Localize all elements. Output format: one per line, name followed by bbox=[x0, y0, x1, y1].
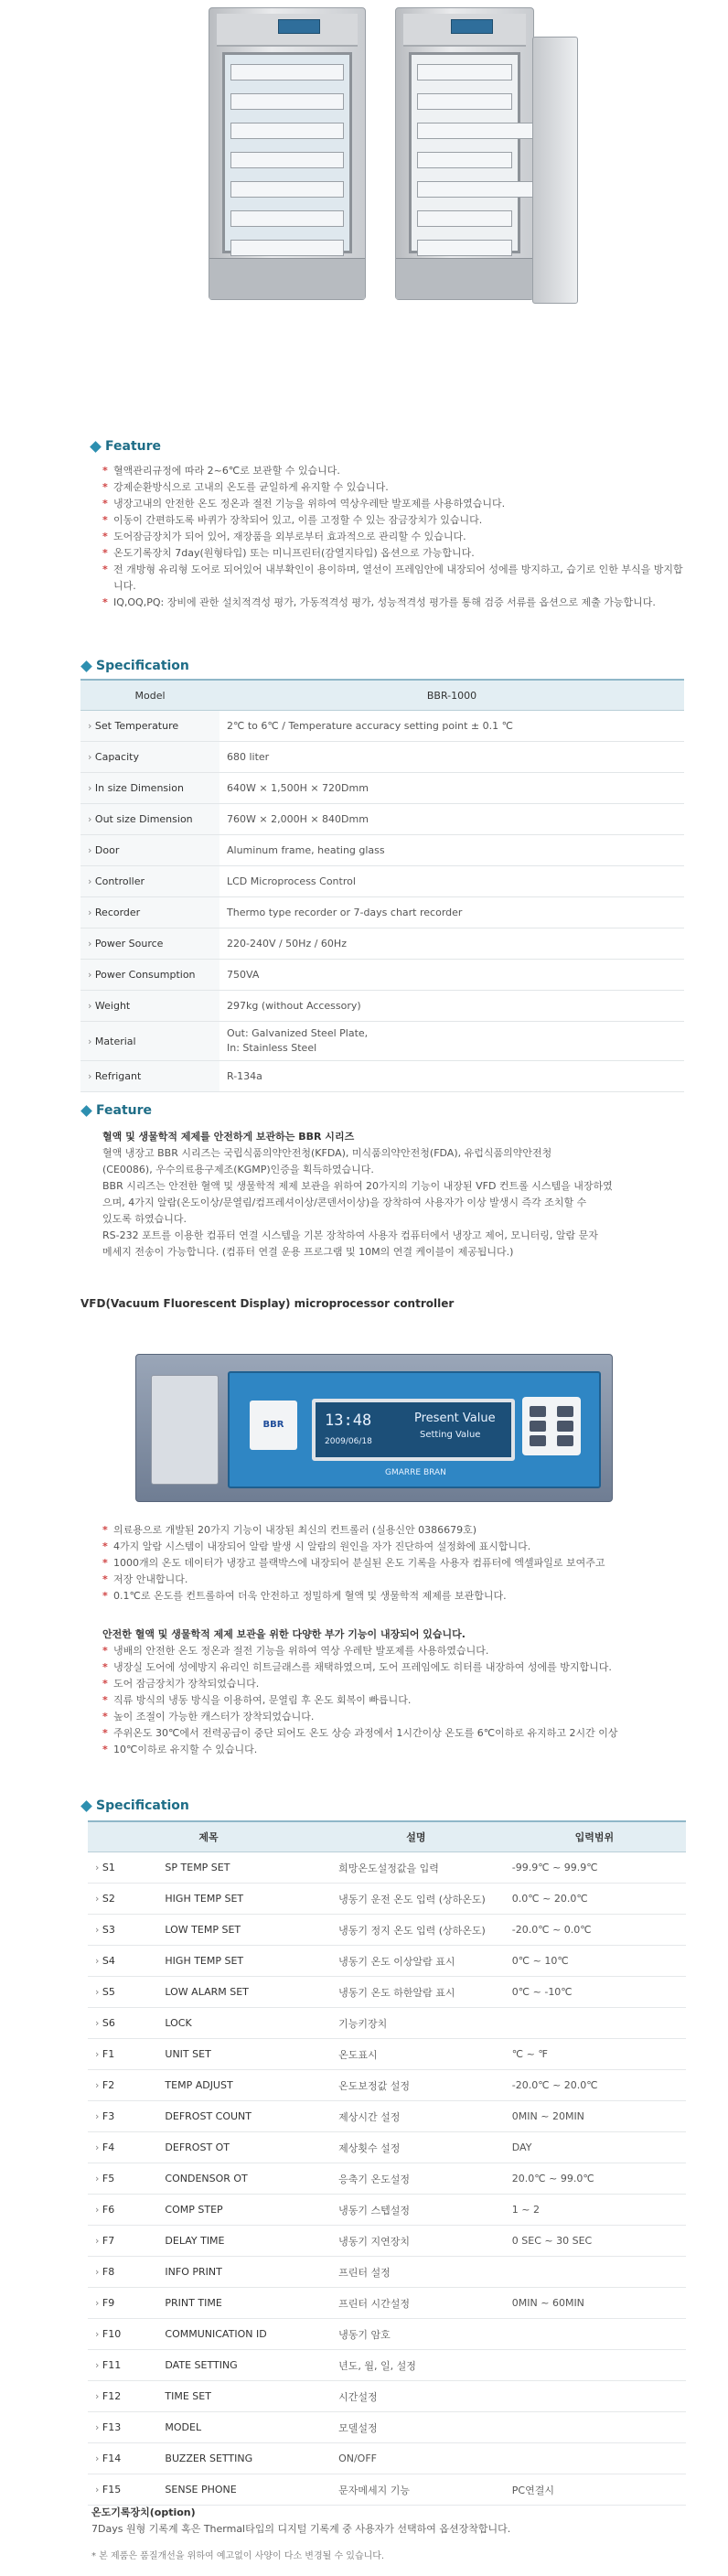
column-header-range: 입력범위 bbox=[503, 1821, 686, 1852]
spec-value: 750VA bbox=[219, 960, 684, 991]
screen-setting-value: Setting Value bbox=[420, 1430, 481, 1440]
specification-heading: Specification bbox=[82, 659, 189, 673]
code-row bbox=[88, 2008, 686, 2039]
code-name: DEFROST OT bbox=[155, 2132, 329, 2163]
spec-row bbox=[80, 804, 684, 835]
spec-row bbox=[80, 742, 684, 773]
spec-label: › Refrigant bbox=[80, 1061, 219, 1092]
code-description: ON/OFF bbox=[329, 2443, 503, 2474]
column-header-title: 제목 bbox=[88, 1821, 329, 1852]
code-id: › F15 bbox=[88, 2474, 155, 2506]
open-door-image bbox=[532, 37, 578, 304]
feature-item: * 전 개방형 유리형 도어로 되어있어 내부확인이 용이하며, 열선이 프레임안에 내장되어 성에를 방지하고, 습기로 인한 부식을 방지합니다. bbox=[102, 562, 688, 595]
code-name: LOW ALARM SET bbox=[155, 1977, 329, 2008]
code-id: › S4 bbox=[88, 1946, 155, 1977]
bbr-series-heading: 혈액 및 생물학적 제제를 안전하게 보관하는 BBR 시리즈 bbox=[102, 1131, 355, 1143]
feature-item: * 0.1℃로 온도를 컨트롤하여 더욱 안전하고 정밀하게 혈액 및 생물학적 제제를 보관합니다. bbox=[102, 1588, 697, 1605]
code-id: › F10 bbox=[88, 2319, 155, 2350]
spec-label: › Material bbox=[80, 1022, 219, 1061]
code-range: -20.0℃ ~ 20.0℃ bbox=[503, 2070, 686, 2101]
vfd-screen bbox=[312, 1399, 515, 1461]
spec-label: › In size Dimension bbox=[80, 773, 219, 804]
code-id: › F2 bbox=[88, 2070, 155, 2101]
spec-row bbox=[80, 866, 684, 897]
spec-value: Thermo type recorder or 7-days chart recorder bbox=[219, 897, 684, 928]
spec-label: › Power Consumption bbox=[80, 960, 219, 991]
code-description: 시간설정 bbox=[329, 2381, 503, 2412]
code-row bbox=[88, 2195, 686, 2226]
code-description: 냉동기 정지 온도 입력 (상하온도) bbox=[329, 1915, 503, 1946]
feature-heading: Feature bbox=[91, 439, 161, 454]
printer-unit bbox=[151, 1375, 219, 1485]
code-row bbox=[88, 2288, 686, 2319]
product-photos bbox=[0, 0, 728, 320]
code-row bbox=[88, 1915, 686, 1946]
spec-label: › Weight bbox=[80, 991, 219, 1022]
code-description: 냉동기 운전 온도 입력 (상하온도) bbox=[329, 1884, 503, 1915]
code-name: TEMP ADJUST bbox=[155, 2070, 329, 2101]
spec-row bbox=[80, 1022, 684, 1061]
feature-item: * 냉장고내의 안전한 온도 정온과 절전 기능을 위하여 역상우레탄 발포제를 사용하였습니다. bbox=[102, 496, 688, 512]
code-name: SENSE PHONE bbox=[155, 2474, 329, 2506]
feature-item: * 주위온도 30℃에서 전력공급이 중단 되어도 온도 상승 과정에서 1시간이상 온도를 6℃이하로 유지하고 2시간 이상 bbox=[102, 1725, 697, 1742]
spec-value: 220-240V / 50Hz / 60Hz bbox=[219, 928, 684, 960]
code-range bbox=[503, 2257, 686, 2288]
feature-item: * 혈액관리규정에 따라 2~6℃로 보관할 수 있습니다. bbox=[102, 463, 688, 479]
spec-value: 2℃ to 6℃ / Temperature accuracy setting point ± 0.1 ℃ bbox=[219, 711, 684, 742]
spec-label: › Door bbox=[80, 835, 219, 866]
code-description: 냉동기 온도 이상알람 표시 bbox=[329, 1946, 503, 1977]
spec-label: › Capacity bbox=[80, 742, 219, 773]
code-range: 0MIN ~ 20MIN bbox=[503, 2101, 686, 2132]
feature-item: * 1000개의 온도 데이터가 냉장고 블랙박스에 내장되어 분실된 온도 기록을 사용자 컴퓨터에 엑셀파일로 보여주고 bbox=[102, 1555, 697, 1572]
screen-present-value: Present Value bbox=[414, 1411, 496, 1425]
code-description: 모델설정 bbox=[329, 2412, 503, 2443]
diamond-bullet-icon bbox=[80, 1800, 92, 1812]
feature-item: * 냉배의 안전한 온도 정온과 절전 기능을 위하여 역상 우레탄 발포제를 사용하였습니다. bbox=[102, 1643, 697, 1659]
code-description: 제상시간 설정 bbox=[329, 2101, 503, 2132]
feature-item: * IQ,OQ,PQ: 장비에 관한 설치적격성 평가, 가동적격성 평가, 성능적격성 평가를 통해 검증 서류를 옵션으로 제출 가능합니다. bbox=[102, 595, 688, 611]
code-id: › S6 bbox=[88, 2008, 155, 2039]
code-name: LOW TEMP SET bbox=[155, 1915, 329, 1946]
controller-code-table bbox=[88, 1820, 686, 2506]
bbr-series-paragraph: 혈액 냉장고 BBR 시리즈는 국립식품의약안전청(KFDA), 미식품의약안전청(FDA), 유럽식품의약안전청 (CE0086), 우수의료용구제조(KGMP)인증을 획득하였습니다. BBR 시리즈는 안전한 혈액 및 생물학적 제제 보관을 위하여 20가지의 기능이 내장된 VFD 컨트롤 시스템을 내장하였 으며, 4가지 알람(온도이상/문열림/컴프레셔이상/콘덴서이상)을 장착하여 사용자가 이상 발생시 즉각 조치할 수 있도록 하였습니다. RS-232 포트를 이용한 컴퓨터 연결 시스템을 기본 장착하여 사용자 컴퓨터에서 냉장고 제어, 모니터링, 알람 문자 메세지 전송이 가능합니다. (컴퓨터 연결 운용 프로그램 및 10M의 연결 케이블이 제공됩니다.) bbox=[102, 1147, 613, 1258]
controller-brand: GMARRE BRAN bbox=[385, 1468, 446, 1477]
feature-item: * 도어 잠금장치가 장착되었습니다. bbox=[102, 1676, 697, 1692]
controller-feature-list bbox=[102, 1522, 697, 1605]
code-description: 기능키장치 bbox=[329, 2008, 503, 2039]
specification-heading-2: Specification bbox=[82, 1798, 189, 1813]
code-id: › S1 bbox=[88, 1852, 155, 1884]
option-title: 온도기록장치(option) bbox=[91, 2506, 196, 2518]
code-range bbox=[503, 2412, 686, 2443]
code-id: › F11 bbox=[88, 2350, 155, 2381]
code-name: BUZZER SETTING bbox=[155, 2443, 329, 2474]
code-id: › F8 bbox=[88, 2257, 155, 2288]
code-range bbox=[503, 2350, 686, 2381]
code-name: SP TEMP SET bbox=[155, 1852, 329, 1884]
feature-item: * 10℃이하로 유지할 수 있습니다. bbox=[102, 1742, 697, 1758]
code-range: 20.0℃ ~ 99.0℃ bbox=[503, 2163, 686, 2195]
feature-item: * 직류 방식의 냉동 방식을 이용하여, 문열림 후 온도 회복이 빠릅니다. bbox=[102, 1692, 697, 1709]
code-name: COMMUNICATION ID bbox=[155, 2319, 329, 2350]
code-range: ℃ ~ ℉ bbox=[503, 2039, 686, 2070]
vfd-controller-title: VFD(Vacuum Fluorescent Display) microprocessor controller bbox=[80, 1297, 455, 1310]
specification-table bbox=[80, 679, 684, 1092]
spec-label: › Power Source bbox=[80, 928, 219, 960]
code-row bbox=[88, 2039, 686, 2070]
code-description: 년도, 월, 일, 설정 bbox=[329, 2350, 503, 2381]
code-id: › F7 bbox=[88, 2226, 155, 2257]
code-name: UNIT SET bbox=[155, 2039, 329, 2070]
code-id: › F14 bbox=[88, 2443, 155, 2474]
feature-item: * 저장 안내합니다. bbox=[102, 1572, 697, 1588]
code-name: INFO PRINT bbox=[155, 2257, 329, 2288]
spec-row bbox=[80, 991, 684, 1022]
feature-list bbox=[102, 463, 688, 611]
additional-feature-list bbox=[102, 1643, 697, 1758]
code-description: 희망온도설정값을 입력 bbox=[329, 1852, 503, 1884]
diamond-bullet-icon bbox=[80, 660, 92, 672]
feature-heading-2: Feature bbox=[82, 1103, 152, 1118]
control-keypad bbox=[522, 1397, 581, 1455]
code-range: PC연결시 bbox=[503, 2474, 686, 2506]
code-range: DAY bbox=[503, 2132, 686, 2163]
code-description: 온도보정값 설정 bbox=[329, 2070, 503, 2101]
code-row bbox=[88, 1946, 686, 1977]
code-name: PRINT TIME bbox=[155, 2288, 329, 2319]
code-description: 냉동기 온도 하한알람 표시 bbox=[329, 1977, 503, 2008]
option-text: 7Days 원형 기록계 혹은 Thermal타입의 디지털 기록계 중 사용자가 선택하여 옵션장착합니다. bbox=[91, 2523, 511, 2535]
code-row bbox=[88, 2132, 686, 2163]
diamond-bullet-icon bbox=[80, 1105, 92, 1117]
spec-row bbox=[80, 897, 684, 928]
refrigerator-open-image bbox=[395, 7, 534, 300]
code-id: › F13 bbox=[88, 2412, 155, 2443]
notice-text: * 본 제품은 품질개선을 위하여 예고없이 사양이 다소 변경될 수 있습니다. bbox=[91, 2551, 385, 2561]
code-row bbox=[88, 2070, 686, 2101]
code-row bbox=[88, 2163, 686, 2195]
controller-image bbox=[135, 1354, 613, 1502]
code-range bbox=[503, 2008, 686, 2039]
feature-item: * 이동이 간편하도록 바퀴가 장착되어 있고, 이를 고정할 수 있는 잠금장치가 있습니다. bbox=[102, 512, 688, 529]
code-row bbox=[88, 2257, 686, 2288]
code-id: › F6 bbox=[88, 2195, 155, 2226]
screen-time: 13:48 bbox=[325, 1411, 372, 1430]
code-description: 냉동기 스텝설정 bbox=[329, 2195, 503, 2226]
spec-row bbox=[80, 1061, 684, 1092]
feature-item: * 4가지 알람 시스템이 내장되어 알람 발생 시 알람의 원인을 자가 진단하여 설정화에 표시합니다. bbox=[102, 1539, 697, 1555]
diamond-bullet-icon bbox=[90, 441, 102, 453]
code-row bbox=[88, 2101, 686, 2132]
spec-value: R-134a bbox=[219, 1061, 684, 1092]
refrigerator-closed-image bbox=[209, 7, 366, 300]
code-name: HIGH TEMP SET bbox=[155, 1884, 329, 1915]
spec-label: › Set Temperature bbox=[80, 711, 219, 742]
column-header-bbr-1000: BBR-1000 bbox=[219, 680, 684, 711]
code-name: HIGH TEMP SET bbox=[155, 1946, 329, 1977]
spec-label: › Controller bbox=[80, 866, 219, 897]
code-row bbox=[88, 1852, 686, 1884]
code-range: -99.9℃ ~ 99.9℃ bbox=[503, 1852, 686, 1884]
code-id: › F5 bbox=[88, 2163, 155, 2195]
code-description: 냉동기 지연장치 bbox=[329, 2226, 503, 2257]
spec-value: 760W × 2,000H × 840Dmm bbox=[219, 804, 684, 835]
code-id: › F9 bbox=[88, 2288, 155, 2319]
code-range: 0 SEC ~ 30 SEC bbox=[503, 2226, 686, 2257]
code-description: 응축기 온도설정 bbox=[329, 2163, 503, 2195]
code-range: 0MIN ~ 60MIN bbox=[503, 2288, 686, 2319]
code-row bbox=[88, 2412, 686, 2443]
feature-item: * 강제순환방식으로 고내의 온도를 균일하게 유지할 수 있습니다. bbox=[102, 479, 688, 496]
code-range: 1 ~ 2 bbox=[503, 2195, 686, 2226]
spec-value: Out: Galvanized Steel Plate, In: Stainless Steel bbox=[219, 1022, 684, 1061]
spec-value: 640W × 1,500H × 720Dmm bbox=[219, 773, 684, 804]
feature-item: * 의료용으로 개발된 20가지 기능이 내장된 최신의 컨트롤러 (실용신안 0386679호) bbox=[102, 1522, 697, 1539]
column-header-description: 설명 bbox=[329, 1821, 503, 1852]
code-range: 0℃ ~ 10℃ bbox=[503, 1946, 686, 1977]
code-range bbox=[503, 2319, 686, 2350]
code-row bbox=[88, 2350, 686, 2381]
code-name: DATE SETTING bbox=[155, 2350, 329, 2381]
spec-row bbox=[80, 835, 684, 866]
code-description: 프린터 설정 bbox=[329, 2257, 503, 2288]
code-description: 문자메세지 기능 bbox=[329, 2474, 503, 2506]
code-id: › S5 bbox=[88, 1977, 155, 2008]
code-id: › S3 bbox=[88, 1915, 155, 1946]
spec-value: LCD Microprocess Control bbox=[219, 866, 684, 897]
spec-row bbox=[80, 960, 684, 991]
feature-item: * 냉장실 도어에 성에방지 유리인 히트글래스를 채택하였으며, 도어 프레임에도 히터를 내장하여 성에를 방지합니다. bbox=[102, 1659, 697, 1676]
code-name: LOCK bbox=[155, 2008, 329, 2039]
additional-features-heading: 안전한 혈액 및 생물학적 제제 보관을 위한 다양한 부가 기능이 내장되어 있습니다. bbox=[102, 1628, 466, 1640]
spec-row bbox=[80, 711, 684, 742]
code-name: DELAY TIME bbox=[155, 2226, 329, 2257]
spec-label: › Recorder bbox=[80, 897, 219, 928]
feature-item: * 도어잠금장치가 되어 있어, 재장품을 외부로부터 효과적으로 관리할 수 있습니다. bbox=[102, 529, 688, 545]
code-row bbox=[88, 2319, 686, 2350]
code-row bbox=[88, 2381, 686, 2412]
code-name: MODEL bbox=[155, 2412, 329, 2443]
code-row bbox=[88, 2474, 686, 2506]
code-range bbox=[503, 2381, 686, 2412]
code-description: 프린터 시간설정 bbox=[329, 2288, 503, 2319]
code-description: 냉동기 암호 bbox=[329, 2319, 503, 2350]
code-row bbox=[88, 1977, 686, 2008]
spec-row bbox=[80, 928, 684, 960]
code-range bbox=[503, 2443, 686, 2474]
code-id: › S2 bbox=[88, 1884, 155, 1915]
column-header-model: Model bbox=[80, 680, 219, 711]
code-name: CONDENSOR OT bbox=[155, 2163, 329, 2195]
code-id: › F12 bbox=[88, 2381, 155, 2412]
feature-item: * 온도기록장치 7day(원형타입) 또는 미니프린터(감열지타입) 옵션으로 가능합니다. bbox=[102, 545, 688, 562]
code-description: 온도표시 bbox=[329, 2039, 503, 2070]
code-range: 0℃ ~ -10℃ bbox=[503, 1977, 686, 2008]
spec-row bbox=[80, 773, 684, 804]
code-range: 0.0℃ ~ 20.0℃ bbox=[503, 1884, 686, 1915]
code-range: -20.0℃ ~ 0.0℃ bbox=[503, 1915, 686, 1946]
code-id: › F1 bbox=[88, 2039, 155, 2070]
code-row bbox=[88, 1884, 686, 1915]
code-id: › F3 bbox=[88, 2101, 155, 2132]
spec-value: 680 liter bbox=[219, 742, 684, 773]
spec-value: 297kg (without Accessory) bbox=[219, 991, 684, 1022]
controller-face bbox=[228, 1371, 601, 1488]
spec-value: Aluminum frame, heating glass bbox=[219, 835, 684, 866]
code-id: › F4 bbox=[88, 2132, 155, 2163]
code-row bbox=[88, 2443, 686, 2474]
screen-date: 2009/06/18 bbox=[325, 1437, 372, 1446]
feature-item: * 높이 조절이 가능한 캐스터가 장착되었습니다. bbox=[102, 1709, 697, 1725]
brand-logo-icon: BBR bbox=[250, 1401, 297, 1450]
code-name: DEFROST COUNT bbox=[155, 2101, 329, 2132]
code-name: TIME SET bbox=[155, 2381, 329, 2412]
spec-label: › Out size Dimension bbox=[80, 804, 219, 835]
code-row bbox=[88, 2226, 686, 2257]
code-name: COMP STEP bbox=[155, 2195, 329, 2226]
code-description: 제상횟수 설정 bbox=[329, 2132, 503, 2163]
